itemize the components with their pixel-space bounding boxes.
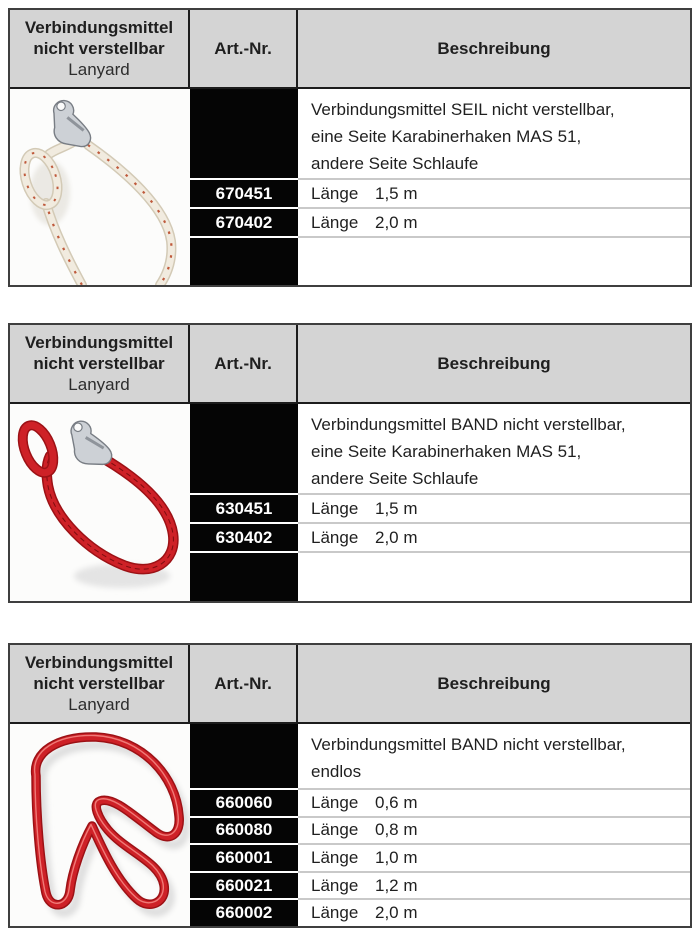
endless-band-loop-photo: [10, 724, 190, 926]
table-row: [190, 522, 690, 551]
column-header-artnr: Art.-Nr.: [190, 645, 298, 722]
table-row: [190, 816, 690, 844]
length-cell: Länge 0,8 m: [298, 816, 690, 844]
column-header-artnr: Art.-Nr.: [190, 10, 298, 87]
endless-band-illustration: [10, 724, 190, 926]
table-row: [190, 788, 690, 816]
product-title-line: Verbindungsmittel: [24, 333, 174, 352]
description-row: [190, 404, 690, 493]
product-title-line: nicht verstellbar: [33, 674, 165, 693]
filler-row: [190, 236, 690, 285]
table-header: [10, 10, 690, 89]
length-cell: Länge 1,2 m: [298, 871, 690, 899]
length-cell: Länge 0,6 m: [298, 788, 690, 816]
column-header-beschreibung: Beschreibung: [437, 354, 551, 373]
product-description: Verbindungsmittel BAND nicht verstellbar, eine Seite Karabinerhaken MAS 51, andere Seite Schlaufe: [311, 415, 626, 488]
artnr-value: 660080: [190, 816, 298, 844]
description-row: [190, 724, 690, 788]
artnr-value: 660002: [190, 898, 298, 926]
artnr-cell-empty: [190, 404, 298, 493]
product-description: Verbindungsmittel SEIL nicht verstellbar, eine Seite Karabinerhaken MAS 51, andere Seite Schlaufe: [311, 100, 615, 173]
table-header: [10, 645, 690, 724]
length-cell: Länge 2,0 m: [298, 207, 690, 236]
product-description: Verbindungsmittel BAND nicht verstellbar, endlos: [311, 735, 626, 781]
artnr-cell-empty: [190, 724, 298, 788]
table-row: [190, 871, 690, 899]
artnr-cell-empty: [190, 89, 298, 178]
column-header-product: [10, 325, 190, 402]
carabiner-hook-icon: [64, 419, 118, 469]
product-title-line: Verbindungsmittel: [24, 653, 174, 672]
table-header: [10, 325, 690, 404]
artnr-value: 670402: [190, 207, 298, 236]
column-header-product: [10, 10, 190, 87]
product-subtitle: Lanyard: [68, 375, 130, 394]
length-cell: Länge 1,0 m: [298, 843, 690, 871]
length-cell: Länge 2,0 m: [298, 522, 690, 551]
rope-lanyard-illustration: [10, 89, 190, 285]
product-title-line: Verbindungsmittel: [24, 18, 174, 37]
artnr-value: 630402: [190, 522, 298, 551]
filler-row: [190, 551, 690, 601]
table-row: [190, 178, 690, 207]
product-table-seil: [8, 8, 692, 287]
length-cell: Länge 2,0 m: [298, 898, 690, 926]
red-band-lanyard-illustration: [10, 404, 190, 601]
column-header-beschreibung: Beschreibung: [437, 39, 551, 58]
artnr-value: 660001: [190, 843, 298, 871]
product-title-line: nicht verstellbar: [33, 354, 165, 373]
product-title-line: nicht verstellbar: [33, 39, 165, 58]
length-cell: Länge 1,5 m: [298, 493, 690, 522]
table-row: [190, 493, 690, 522]
column-header-beschreibung: Beschreibung: [437, 674, 551, 693]
product-table-band-endlos: [8, 643, 692, 928]
product-subtitle: Lanyard: [68, 60, 130, 79]
table-row: [190, 843, 690, 871]
product-table-band: [8, 323, 692, 603]
length-cell: Länge 1,5 m: [298, 178, 690, 207]
product-subtitle: Lanyard: [68, 695, 130, 714]
artnr-value: 630451: [190, 493, 298, 522]
artnr-value: 670451: [190, 178, 298, 207]
red-band-lanyard-photo: [10, 404, 190, 601]
table-row: [190, 207, 690, 236]
description-row: [190, 89, 690, 178]
column-header-artnr: Art.-Nr.: [190, 325, 298, 402]
column-header-product: [10, 645, 190, 722]
table-row: [190, 898, 690, 926]
artnr-value: 660021: [190, 871, 298, 899]
rope-lanyard-photo: [10, 89, 190, 285]
artnr-value: 660060: [190, 788, 298, 816]
